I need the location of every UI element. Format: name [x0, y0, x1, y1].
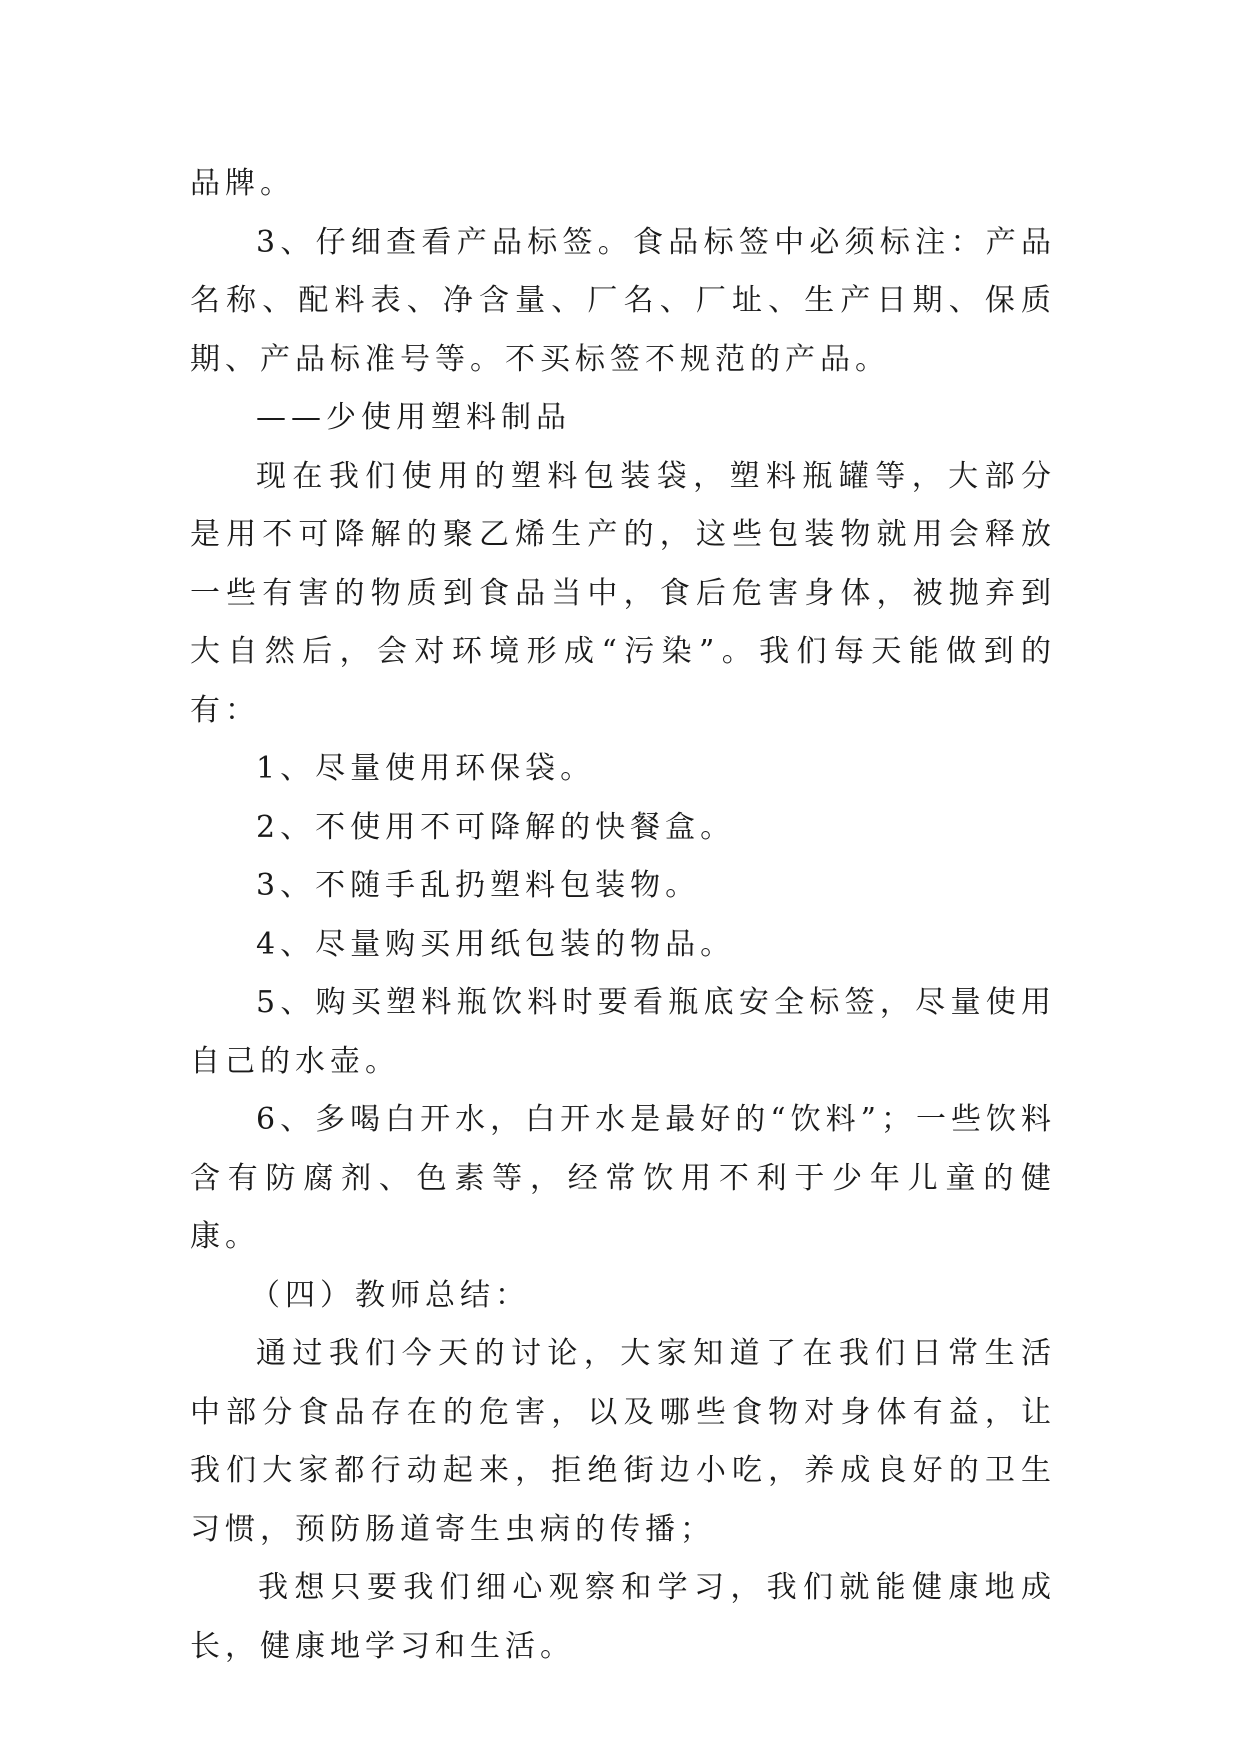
list-item-5: 5、购买塑料瓶饮料时要看瓶底安全标签，尽量使用自己的水壶。: [190, 985, 1056, 1079]
list-item-1: 1、尽量使用环保袋。: [256, 751, 596, 786]
paragraph-plastic-intro: 现在我们使用的塑料包装袋，塑料瓶罐等，大部分是用不可降解的聚乙烯生产的，这些包装物就用会释放一些有害的物质到食品当中，食后危害身体，被抛弃到大自然后，会对环境形成“污染”。我们每天能做到的有：: [190, 458, 1056, 728]
section-heading-teacher-summary: （四）教师总结：: [250, 1277, 530, 1313]
paragraph-summary: 通过我们今天的讨论，大家知道了在我们日常生活中部分食品存在的危害，以及哪些食物对身体有益，让我们大家都行动起来，拒绝街边小吃，养成良好的卫生习惯，预防肠道寄生虫病的传播；: [190, 1336, 1056, 1547]
document-page: [190, 155, 1056, 1676]
paragraph-closing: 我想只要我们细心观察和学习，我们就能健康地成长，健康地学习和生活。: [190, 1570, 1056, 1664]
list-item-4: 4、尽量购买用纸包装的物品。: [256, 926, 736, 962]
list-item-3: 3、不随手乱扔塑料包装物。: [256, 868, 701, 903]
paragraph-brand-tail: 品牌。: [190, 166, 295, 201]
list-item-6: 6、多喝白开水，白开水是最好的“饮料”；一些饮料含有防腐剂、色素等，经常饮用不利于少年儿童的健康。: [190, 1102, 1056, 1254]
list-item-2: 2、不使用不可降解的快餐盒。: [256, 809, 736, 845]
paragraph-check-label: 3、仔细查看产品标签。食品标签中必须标注：产品名称、配料表、净含量、厂名、厂址、生产日期、保质期、产品标准号等。不买标签不规范的产品。: [190, 224, 1056, 377]
section-heading-plastics: ——少使用塑料制品: [256, 400, 571, 435]
